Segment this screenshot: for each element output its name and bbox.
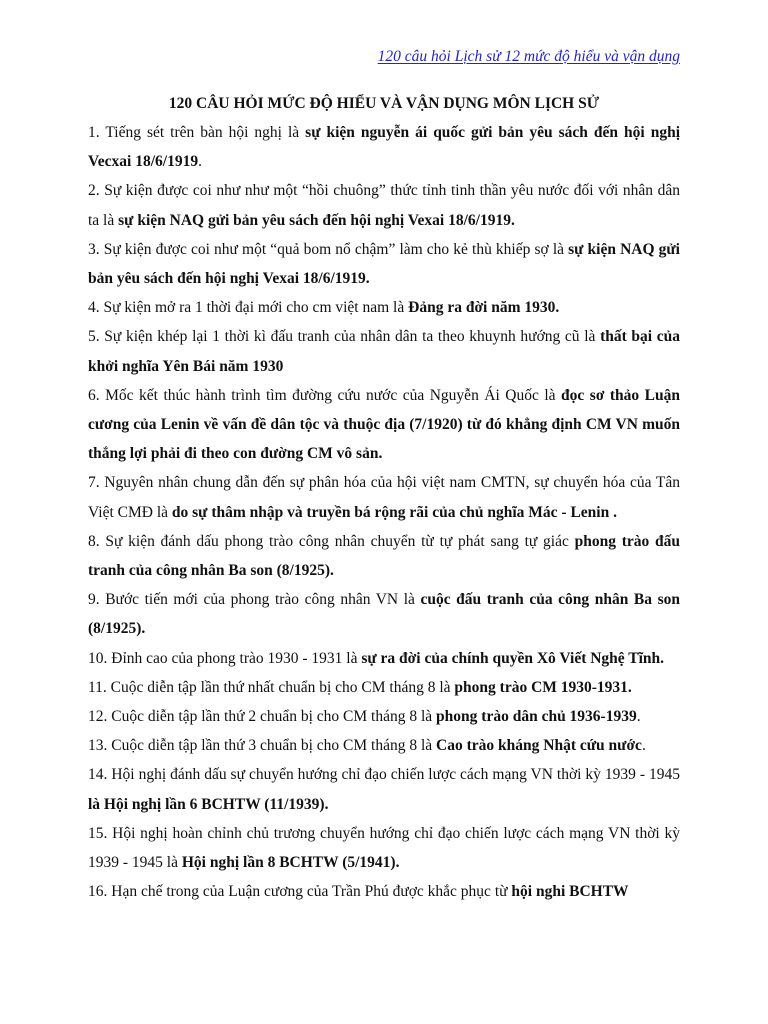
- document-title: 120 CÂU HỎI MỨC ĐỘ HIỂU VÀ VẬN DỤNG MÔN LỊCH SỬ: [168, 95, 600, 112]
- list-item: [88, 585, 680, 643]
- item-tail: .: [198, 153, 202, 171]
- item-answer: Đảng ra đời năm 1930.: [408, 299, 560, 317]
- item-answer: hội nghi BCHTW: [511, 883, 629, 901]
- item-text: 11. Cuộc diễn tập lần thứ nhất chuẩn bị cho CM tháng 8 là: [88, 678, 455, 696]
- question-list: [88, 118, 680, 906]
- item-text: 14. Hội nghị đánh dấu sự chuyển hướng chỉ đạo chiến lược cách mạng VN thời kỳ 1939 - 1945: [88, 766, 680, 784]
- item-answer: sự kiện NAQ gửi bản yêu sách đến hội nghị Vexai 18/6/1919.: [118, 211, 515, 229]
- list-item: [88, 468, 680, 526]
- item-text: 10. Đỉnh cao của phong trào 1930 - 1931 là: [88, 649, 362, 667]
- list-item: [88, 381, 680, 469]
- item-text: 1. Tiếng sét trên bàn hội nghị là: [88, 124, 306, 141]
- header-link[interactable]: 120 câu hỏi Lịch sử 12 mức độ hiểu và vận dụng: [377, 48, 680, 65]
- item-text: 12. Cuộc diễn tập lần thứ 2 chuẩn bị cho CM tháng 8 là: [88, 708, 437, 726]
- item-text: 7. Nguyên nhân chung dẫn đến sự phân hóa của hội việt nam CMTN, sự chuyển hóa của Tân Việt CMĐ là: [88, 474, 680, 521]
- list-item: [88, 877, 680, 906]
- item-answer: Hội nghị lần 8 BCHTW (5/1941).: [181, 854, 400, 872]
- list-item: [88, 644, 680, 673]
- item-tail: .: [636, 708, 641, 726]
- list-item: [88, 235, 680, 293]
- item-text: 2. Sự kiện được coi như như một “hồi chuông” thức tỉnh tinh thần yêu nước đối với nhân dân ta là: [88, 182, 680, 229]
- list-item: [88, 118, 680, 176]
- list-item: [88, 176, 680, 234]
- item-text: 16. Hạn chế trong của Luận cương của Trần Phú được khắc phục từ: [88, 883, 512, 901]
- item-text: 15. Hội nghị hoàn chỉnh chủ trương chuyển hướng chỉ đạo chiến lược cách mạng VN thời kỳ 1939 - 1945 là: [88, 824, 680, 872]
- item-answer: là Hội nghị lần 6 BCHTW (11/1939).: [88, 795, 329, 813]
- list-item: [88, 673, 680, 702]
- item-answer: cuộc đấu tranh của công nhân Ba son (8/1925).: [88, 591, 680, 638]
- item-answer: sự kiện NAQ gửi bản yêu sách đến hội nghị Vexai 18/6/1919.: [88, 240, 680, 288]
- list-item: [88, 731, 680, 760]
- item-answer: Cao trào kháng Nhật cứu nước: [436, 737, 642, 755]
- item-answer: sự ra đời của chính quyền Xô Viết Nghệ Tĩnh.: [361, 649, 665, 667]
- item-answer: phong trào dân chủ 1936-1939: [436, 708, 637, 726]
- item-answer: sự kiện nguyễn ái quốc gửi bản yêu sách đến hội nghị Vecxai 18/6/1919: [88, 124, 680, 171]
- list-item: [88, 702, 680, 731]
- list-item: [88, 527, 680, 585]
- list-item: [88, 819, 680, 877]
- item-answer: đọc sơ thảo Luận cương của Lenin về vấn đề dân tộc và thuộc địa (7/1920) từ đó khẳng định CM VN muốn thắng lợi phải đi theo con đường CM vô sản.: [88, 386, 680, 463]
- item-answer: thất bại của khởi nghĩa Yên Bái năm 1930: [88, 328, 680, 375]
- item-answer: phong trào đấu tranh của công nhân Ba son (8/1925).: [88, 532, 680, 580]
- list-item: [88, 293, 680, 322]
- item-text: 6. Mốc kết thúc hành trình tìm đường cứu nước của Nguyễn Ái Quốc là: [88, 386, 562, 404]
- item-text: 4. Sự kiện mở ra 1 thời đại mới cho cm việt nam là: [88, 299, 409, 317]
- item-text: 13. Cuộc diễn tập lần thứ 3 chuẩn bị cho CM tháng 8 là: [88, 737, 437, 755]
- item-text: 5. Sự kiện khép lại 1 thời kì đấu tranh của nhân dân ta theo khuynh hướng cũ là: [88, 328, 601, 346]
- item-text: 9. Bước tiến mới của phong trào công nhân VN là: [88, 591, 421, 609]
- item-text: 3. Sự kiện được coi như một “quả bom nổ chậm” làm cho kẻ thù khiếp sợ là: [88, 240, 569, 258]
- item-text: 8. Sự kiện đánh dấu phong trào công nhân chuyển từ tự phát sang tự giác: [88, 532, 575, 550]
- list-item: [88, 322, 680, 380]
- item-answer: phong trào CM 1930-1931.: [454, 678, 632, 696]
- item-tail: .: [641, 737, 646, 755]
- item-answer: do sự thâm nhập và truyền bá rộng rãi của chủ nghĩa Mác - Lenin .: [171, 503, 617, 521]
- list-item: [88, 760, 680, 818]
